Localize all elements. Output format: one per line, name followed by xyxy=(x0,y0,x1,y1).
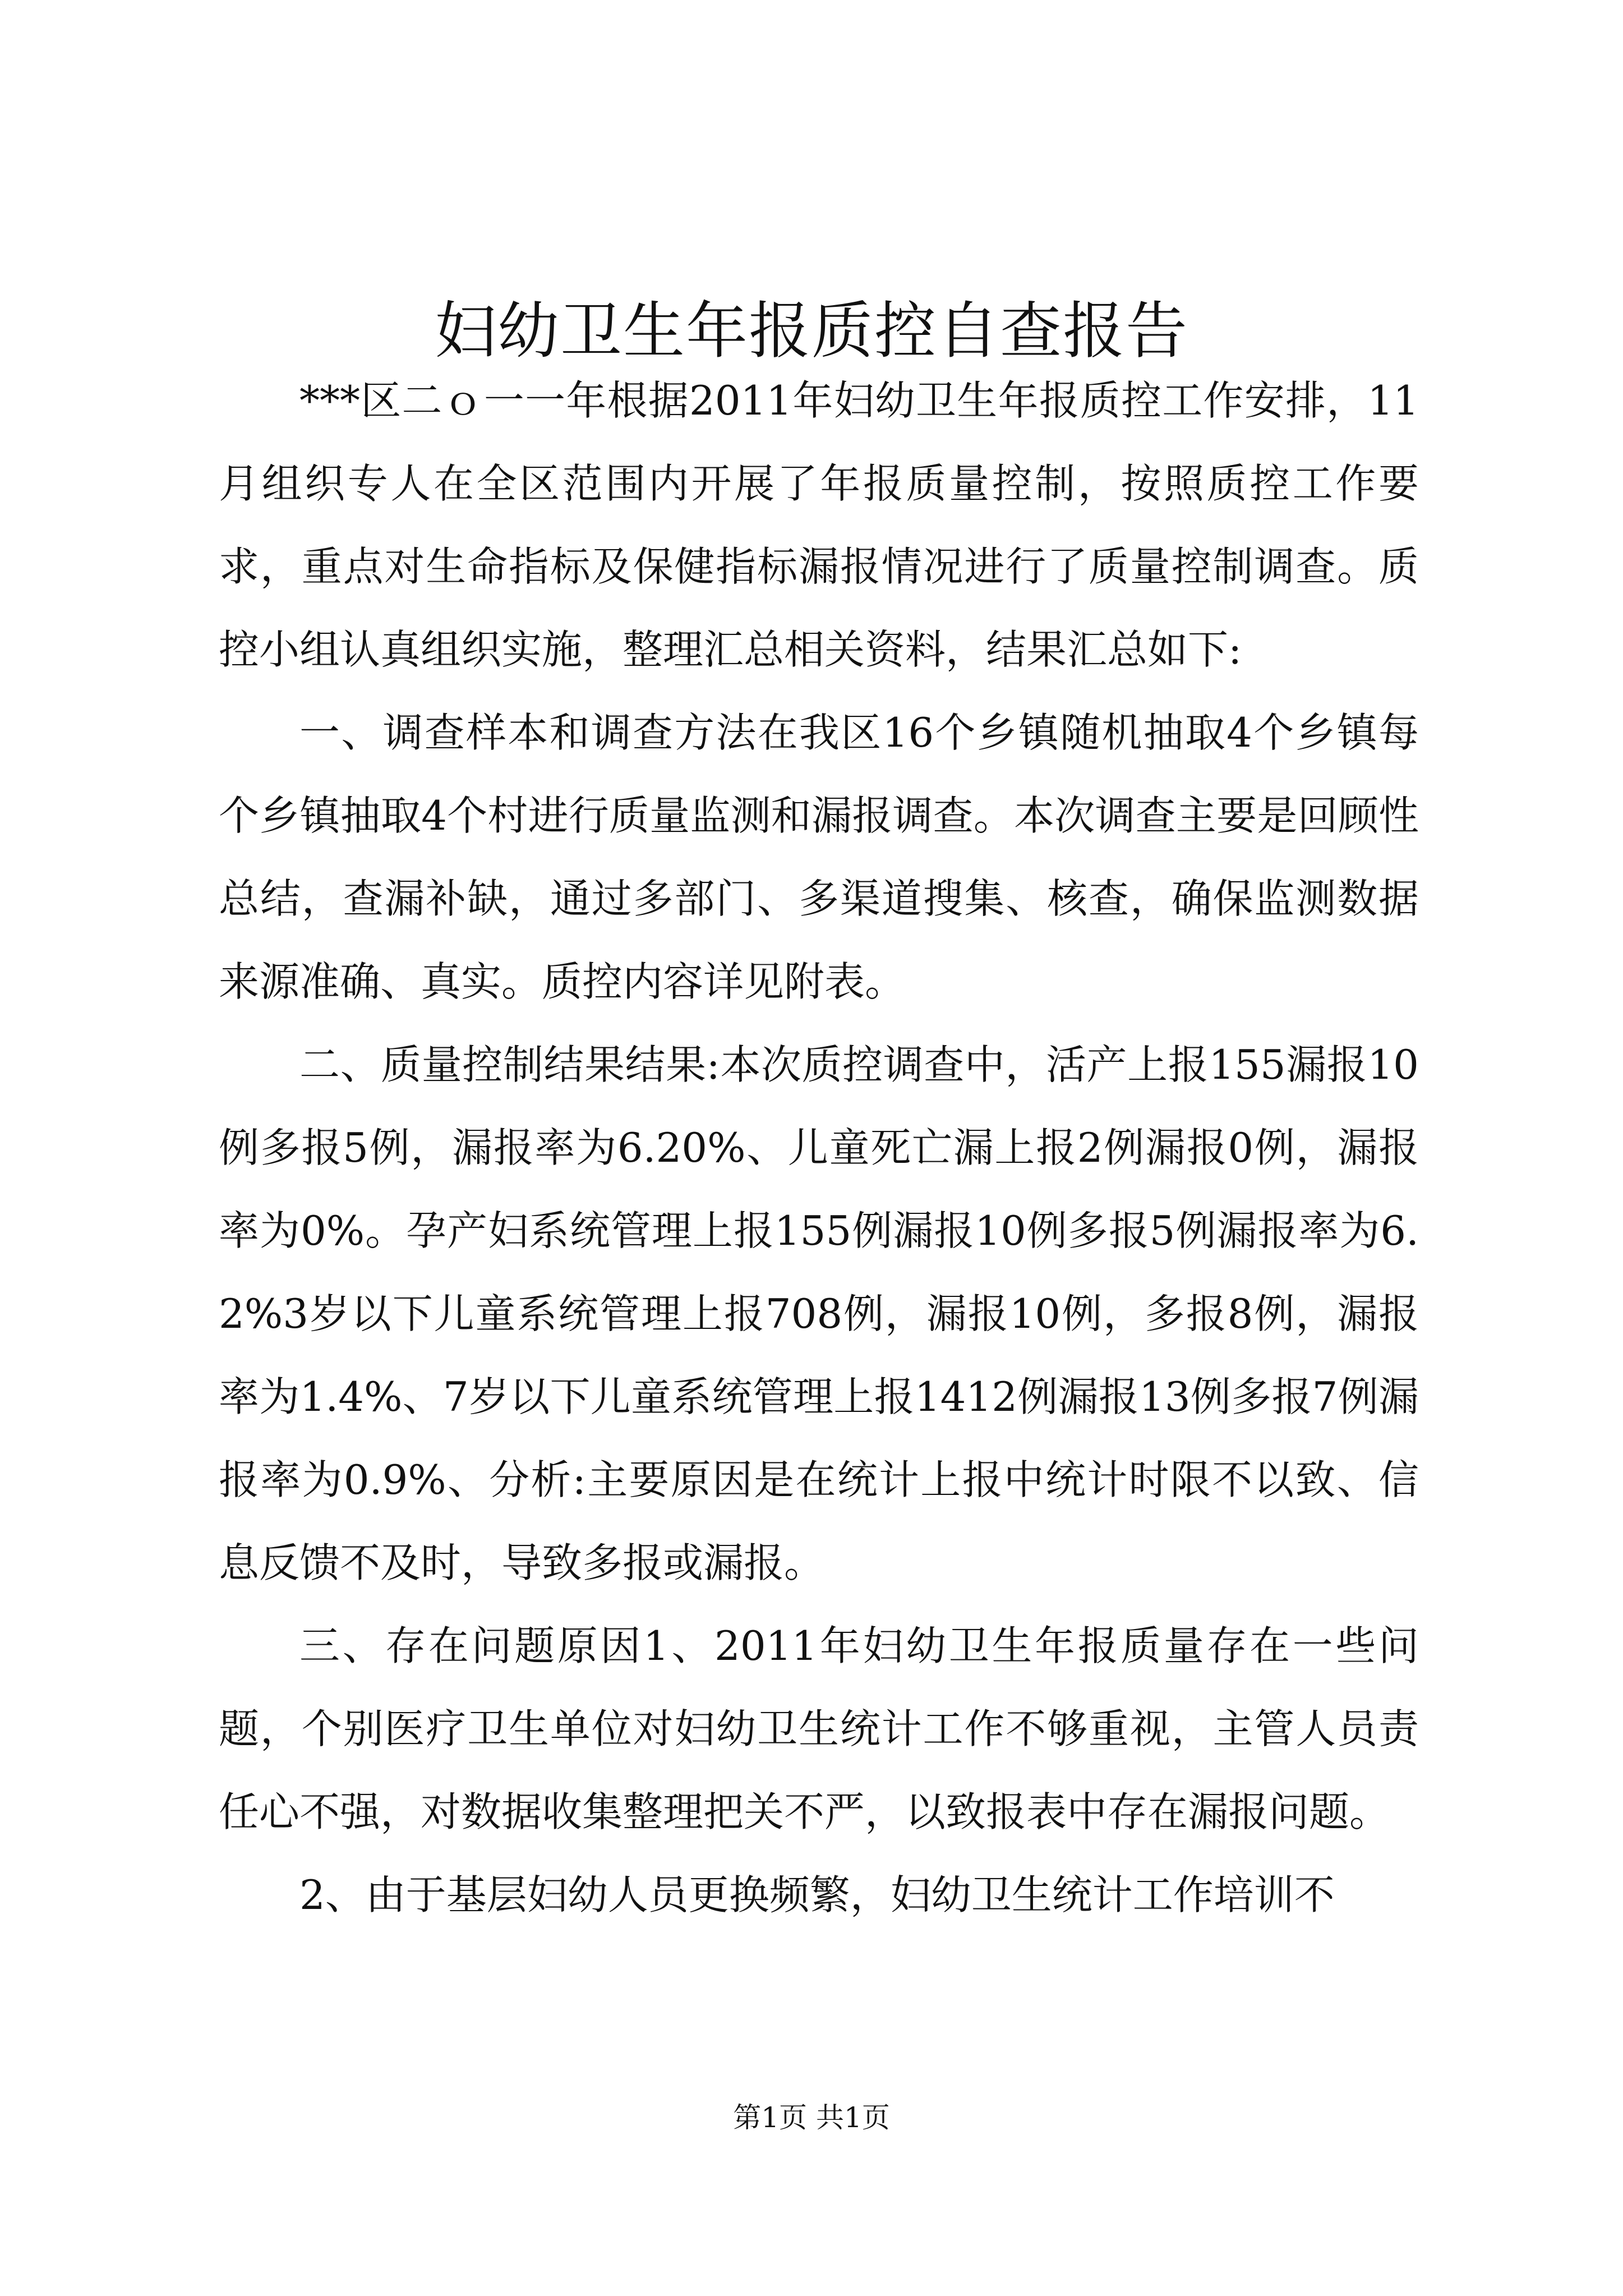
paragraph-intro: ***区二ｏ一一年根据2011年妇幼卫生年报质控工作安排，11月组织专人在全区范围内开展了年报质量控制，按照质控工作要求，重点对生命指标及保健指标漏报情况进行了质量控制调查。质控小组认真组织实施，整理汇总相关资料，结果汇总如下: xyxy=(219,377,1419,673)
paragraph-section-3-item-2: 2、由于基层妇幼人员更换频繁，妇幼卫生统计工作培训不 xyxy=(299,1871,1335,1918)
document-title: 妇幼卫生年报质控自查报告 xyxy=(435,295,1188,367)
paragraph-section-2: 二、质量控制结果结果:本次质控调查中，活产上报155漏报10例多报5例，漏报率为6.20%、儿童死亡漏上报2例漏报0例，漏报率为0%。孕产妇系统管理上报155例漏报10例多报5例漏报率为6.2%3岁以下儿童系统管理上报708例，漏报10例，多报8例，漏报率为1.4%、7岁以下儿童系统管理上报1412例漏报13例多报7例漏报率为0.9%、分析:主要原因是在统计上报中统计时限不以致、信息反馈不及时，导致多报或漏报。 xyxy=(219,1041,1419,1586)
paragraph-section-3: 三、存在问题原因1、2011年妇幼卫生年报质量存在一些问题，个别医疗卫生单位对妇幼卫生统计工作不够重视，主管人员责任心不强，对数据收集整理把关不严，以致报表中存在漏报问题。 xyxy=(219,1622,1419,1835)
paragraph-section-1: 一、调查样本和调查方法在我区16个乡镇随机抽取4个乡镇每个乡镇抽取4个村进行质量监测和漏报调查。本次调查主要是回顾性总结，查漏补缺，通过多部门、多渠道搜集、核查，确保监测数据来源准确、真实。质控内容详见附表。 xyxy=(219,709,1419,1005)
document-body xyxy=(219,359,1419,1936)
page-number-footer: 第1页 共1页 xyxy=(733,2101,890,2134)
